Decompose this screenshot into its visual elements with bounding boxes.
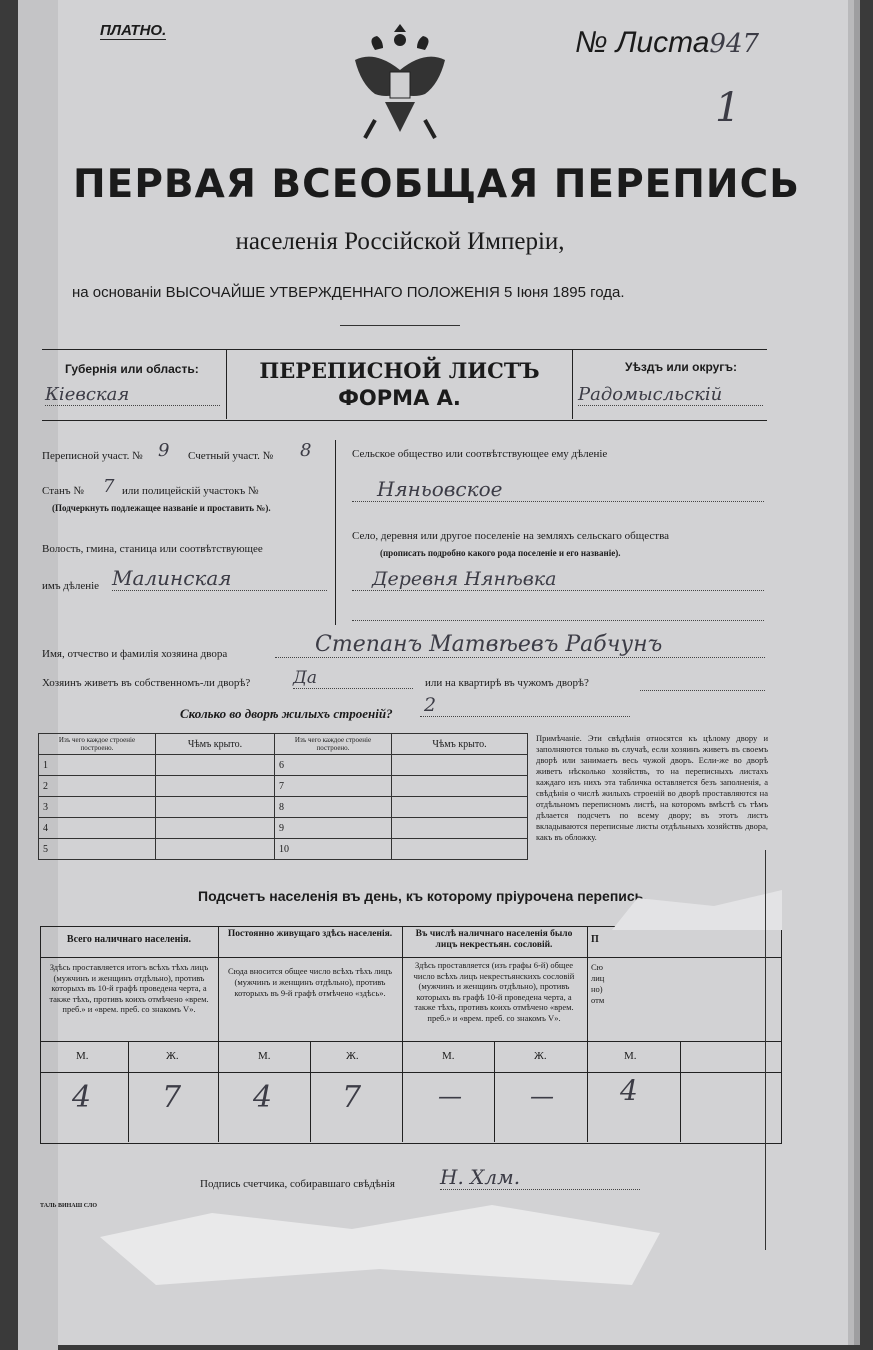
f-label-1: Ж. xyxy=(166,1050,179,1062)
print-note: ТАЛЬ ВИНАШ СЛО xyxy=(40,1203,98,1209)
count-col4-desc: Сю лиц но) отм xyxy=(591,962,605,1005)
note-text: Примѣчаніе. Эти свѣдѣнія относятся къ цѣлому двору и заполняются только въ случаѣ, если хозяинъ живетъ въ своемъ дворѣ или занимаетъ весь чужой дворъ. Если-же во дворѣ живетъ нѣсколько хозяйствъ, то на переписныхъ листахъ каждаго изъ нихъ эта табличка оставляется безъ заполненія, а свѣдѣнія о числѣ жилыхъ строеній во дворѣ проставляются на отдѣльномъ переписномъ листѣ, на которомъ вмѣстѣ съ тѣмъ дѣлается подсчетъ по всему двору; въ этотъ листъ вкладываются переписные листы отдѣльныхъ хозяйствъ двора, какъ въ обложку. xyxy=(536,733,768,842)
decree-basis: на основаніи ВЫСОЧАЙШЕ УТВЕРЖДЕННАГО ПОЛОЖЕНІЯ 5 Іюня 1895 года. xyxy=(72,284,625,301)
f-label-3: Ж. xyxy=(534,1050,547,1062)
table-row: 1 xyxy=(39,755,156,776)
f-label-2: Ж. xyxy=(346,1050,359,1062)
buildings-col-roof: Чѣмъ крыто. xyxy=(156,734,275,755)
count-col1-desc: Здѣсь проставляется итогъ всѣхъ тѣхъ лицъ (мужчинъ и женщинъ отдѣльно), противъ которыхъ въ 10-й графѣ проведена черта, а также тѣхъ, противъ коихъ отмѣчено «врем. преб.» и «врем. преб. со знакомъ V». xyxy=(49,962,209,1014)
owner-label: Имя, отчество и фамилія хозяина двора xyxy=(42,648,228,660)
count-value: 4 xyxy=(72,1080,92,1115)
count-col3-title: Въ числѣ наличнаго населенія было лицъ некрестьян. сословій. xyxy=(415,929,573,950)
society-value: Няньовское xyxy=(352,477,764,502)
m-label-1: М. xyxy=(76,1050,89,1062)
gubernia-label: Губернія или область: xyxy=(65,362,199,376)
count-col2-title: Постоянно живущаго здѣсь населенія. xyxy=(227,929,393,939)
buildings-col-roof-2: Чѣмъ крыто. xyxy=(392,734,528,755)
village-note: (прописать подробно какого рода поселеніе и его названіе). xyxy=(380,548,621,558)
count-value: 4 xyxy=(253,1080,273,1115)
sheet-number-value: 947 xyxy=(709,29,760,59)
village-label: Село, деревня или другое поселеніе на земляхъ сельскаго общества xyxy=(352,530,670,542)
m-label-2: М. xyxy=(258,1050,271,1062)
corner-mark: 1 xyxy=(715,85,741,131)
stan-label: Станъ № xyxy=(42,485,84,497)
table-row: 7 xyxy=(275,776,392,797)
count-value: 7 xyxy=(162,1080,182,1115)
uchastok-label: Переписной участ. № xyxy=(42,450,143,462)
stan-note: (Подчеркнуть подлежащее названіе и проставить №). xyxy=(52,503,271,513)
signature-label: Подпись счетчика, собиравшаго свѣдѣнія xyxy=(200,1178,395,1190)
count-value: 4 xyxy=(620,1074,638,1107)
schetny-label: Счетный участ. № xyxy=(188,450,274,462)
uezd-value: Радомысльскій xyxy=(578,384,763,406)
count-value: — xyxy=(530,1082,554,1110)
m-label-4: М. xyxy=(624,1050,637,1062)
count-heading: Подсчетъ населенія въ день, къ которому пріурочена перепись. xyxy=(198,888,648,904)
schetny-value: 8 xyxy=(300,440,312,461)
gubernia-value: Кіевская xyxy=(45,384,220,406)
police-label: или полицейскій участокъ № xyxy=(122,485,259,497)
count-col2-desc: Сюда вносится общее число всѣхъ тѣхъ лицъ (мужчинъ и женщинъ отдѣльно), противъ которыхъ въ 9-й графѣ отмѣчено «здѣсь». xyxy=(227,966,393,998)
page-subtitle xyxy=(0,228,800,256)
table-row: 9 xyxy=(275,818,392,839)
rent-label: или на квартирѣ въ чужомъ дворѣ? xyxy=(425,677,589,689)
signature-value: Н. Хлм. xyxy=(440,1165,640,1190)
uezd-label: Уѣздъ или округъ: xyxy=(625,360,738,374)
table-row: 4 xyxy=(39,818,156,839)
count-table xyxy=(40,926,782,1144)
ornament-divider xyxy=(340,325,460,326)
table-row: 2 xyxy=(39,776,156,797)
sheet-number-label: № Листа947 xyxy=(575,26,760,59)
buildings-label: Сколько во дворѣ жилыхъ строеній? xyxy=(180,706,393,721)
buildings-value: 2 xyxy=(420,694,630,717)
uchastok-value: 9 xyxy=(158,440,170,461)
stan-value: 7 xyxy=(103,476,115,497)
own-yard-value: Да xyxy=(293,668,413,689)
table-row: 3 xyxy=(39,797,156,818)
table-row: 5 xyxy=(39,839,156,860)
village-value: Деревня Нянѣвка xyxy=(352,568,764,591)
stamp: ПЛАТНО. xyxy=(100,22,167,39)
subtitle-text: населенія Россійской Имперіи, xyxy=(235,228,565,255)
owner-value: Степанъ Матвѣевъ Рабчунъ xyxy=(275,632,765,658)
page-title: ПЕРВАЯ ВСЕОБЩАЯ ПЕРЕПИСЬ xyxy=(73,162,800,207)
count-value: 7 xyxy=(342,1080,362,1115)
volost-value: Малинская xyxy=(112,566,327,591)
count-value: — xyxy=(438,1082,462,1110)
volost-label-2: имъ дѣленіе xyxy=(42,580,100,592)
table-row: 6 xyxy=(275,755,392,776)
form-name: ФОРМА А. xyxy=(338,386,461,410)
buildings-table xyxy=(38,733,528,860)
count-col3-desc: Здѣсь проставляется (изъ графы 6-й) общее число всѣхъ лицъ некрестьянскихъ сословій (мужчинъ и женщинъ отдѣльно), противъ которыхъ въ графѣ 10-й проведена черта, а также тѣхъ, противъ коихъ отмѣчено «врем. преб.» и «врем. преб. со знакомъ V». xyxy=(413,960,575,1023)
volost-label-1: Волость, гмина, станица или соотвѣтствующее xyxy=(42,543,263,555)
own-yard-label: Хозяинъ живетъ въ собственномъ-ли дворѣ? xyxy=(42,677,251,689)
table-row: 10 xyxy=(275,839,392,860)
society-label: Сельское общество или соотвѣтствующее ему дѣленіе xyxy=(352,448,608,460)
form-title: ПЕРЕПИСНОЙ ЛИСТЪ xyxy=(259,358,540,383)
count-col4-title: П xyxy=(591,934,599,945)
table-row: 8 xyxy=(275,797,392,818)
m-label-3: М. xyxy=(442,1050,455,1062)
count-col1-title: Всего наличнаго населенія. xyxy=(66,934,192,945)
buildings-col-material: Изъ чего каждое строеніе построено. xyxy=(39,734,156,755)
buildings-col-material-2: Изъ чего каждое строеніе построено. xyxy=(275,734,392,755)
double-headed-eagle-emblem xyxy=(345,20,455,150)
